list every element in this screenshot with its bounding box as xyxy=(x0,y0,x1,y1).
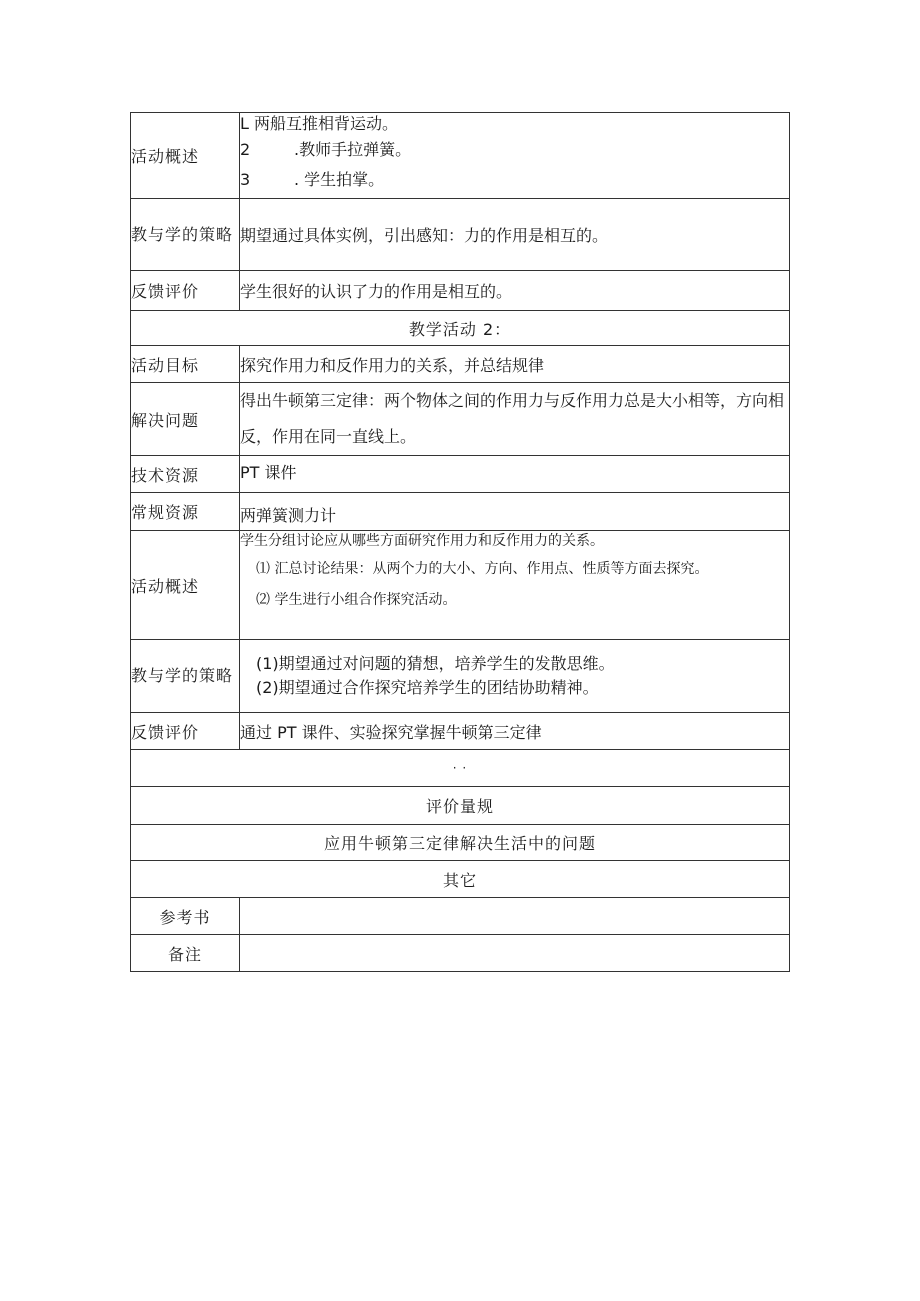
activity2-tech-text: PT 课件 xyxy=(240,456,790,493)
overview-line-2-num: 2 xyxy=(240,140,251,159)
rubric-heading-row xyxy=(131,787,790,825)
activity2-tech-label: 技术资源 xyxy=(131,456,240,493)
activity2-problem-row xyxy=(131,383,790,456)
activity1-strategy-row xyxy=(131,199,790,271)
overview-line-3 xyxy=(240,164,789,196)
notes-label: 备注 xyxy=(131,935,240,972)
activity2-regular-label: 常规资源 xyxy=(131,493,240,531)
activity2-goal-text: 探究作用力和反作用力的关系，并总结规律 xyxy=(240,346,790,383)
activity2-problem-label: 解决问题 xyxy=(131,383,240,456)
activity2-tech-row xyxy=(131,456,790,493)
overview2-line-1: 学生分组讨论应从哪些方面研究作用力和反作用力的关系。 xyxy=(240,533,604,549)
activity2-feedback-row xyxy=(131,713,790,750)
overview-line-3-num: 3 xyxy=(240,170,251,189)
lesson-plan-table xyxy=(130,112,790,972)
overview2-line-2: ⑴ 汇总讨论结果：从两个力的大小、方向、作用点、性质等方面去探究。 xyxy=(256,561,709,577)
activity2-feedback-label: 反馈评价 xyxy=(131,713,240,750)
activity2-goal-row xyxy=(131,346,790,383)
other-heading: 其它 xyxy=(131,861,790,898)
activity1-feedback-text: 学生很好的认识了力的作用是相互的。 xyxy=(240,271,790,311)
reference-row xyxy=(131,898,790,935)
activity2-overview-row xyxy=(131,531,790,640)
overview-line-2-text: .教师手拉弹簧。 xyxy=(294,140,412,159)
notes-row xyxy=(131,935,790,972)
activity2-feedback-text: 通过 PT 课件、实验探究掌握牛顿第三定律 xyxy=(240,713,790,750)
activity2-strategy-cell xyxy=(240,640,790,713)
activity2-regular-text: 两弹簧测力计 xyxy=(240,493,790,531)
activity2-overview-label: 活动概述 xyxy=(131,531,240,640)
activity2-regular-row xyxy=(131,493,790,531)
activity2-overview-cell xyxy=(240,531,790,640)
activity1-overview-label: 活动概述 xyxy=(131,113,240,199)
activity2-heading: 教学活动 2： xyxy=(131,311,790,346)
dots-row xyxy=(131,750,790,787)
activity2-heading-row xyxy=(131,311,790,346)
activity1-feedback-row xyxy=(131,271,790,311)
reference-value xyxy=(240,898,790,935)
activity2-strategy-label: 教与学的策略 xyxy=(131,640,240,713)
rubric-text: 应用牛顿第三定律解决生活中的问题 xyxy=(131,825,790,861)
dots-text: · · xyxy=(131,750,790,787)
activity1-strategy-text: 期望通过具体实例，引出感知：力的作用是相互的。 xyxy=(240,199,790,271)
reference-label: 参考书 xyxy=(131,898,240,935)
overview2-line-3: ⑵ 学生进行小组合作探究活动。 xyxy=(256,592,457,608)
activity1-feedback-label: 反馈评价 xyxy=(131,271,240,311)
rubric-heading: 评价量规 xyxy=(131,787,790,825)
activity1-overview-row xyxy=(131,113,790,199)
activity2-problem-text: 得出牛顿第三定律：两个物体之间的作用力与反作用力总是大小相等，方向相反，作用在同一直线上。 xyxy=(240,383,790,456)
notes-value xyxy=(240,935,790,972)
overview-line-2 xyxy=(240,135,789,164)
strategy2-line-1: (1)期望通过对问题的猜想，培养学生的发散思维。 xyxy=(256,654,615,673)
strategy2-line-2: (2)期望通过合作探究培养学生的团结协助精神。 xyxy=(256,678,599,697)
activity1-overview-cell xyxy=(240,113,790,199)
overview-line-1: L 两船互推相背运动。 xyxy=(240,114,399,133)
activity1-strategy-label: 教与学的策略 xyxy=(131,199,240,271)
activity2-goal-label: 活动目标 xyxy=(131,346,240,383)
activity2-strategy-row xyxy=(131,640,790,713)
rubric-text-row xyxy=(131,825,790,861)
overview-line-3-text: . 学生拍掌。 xyxy=(294,170,385,189)
other-heading-row xyxy=(131,861,790,898)
